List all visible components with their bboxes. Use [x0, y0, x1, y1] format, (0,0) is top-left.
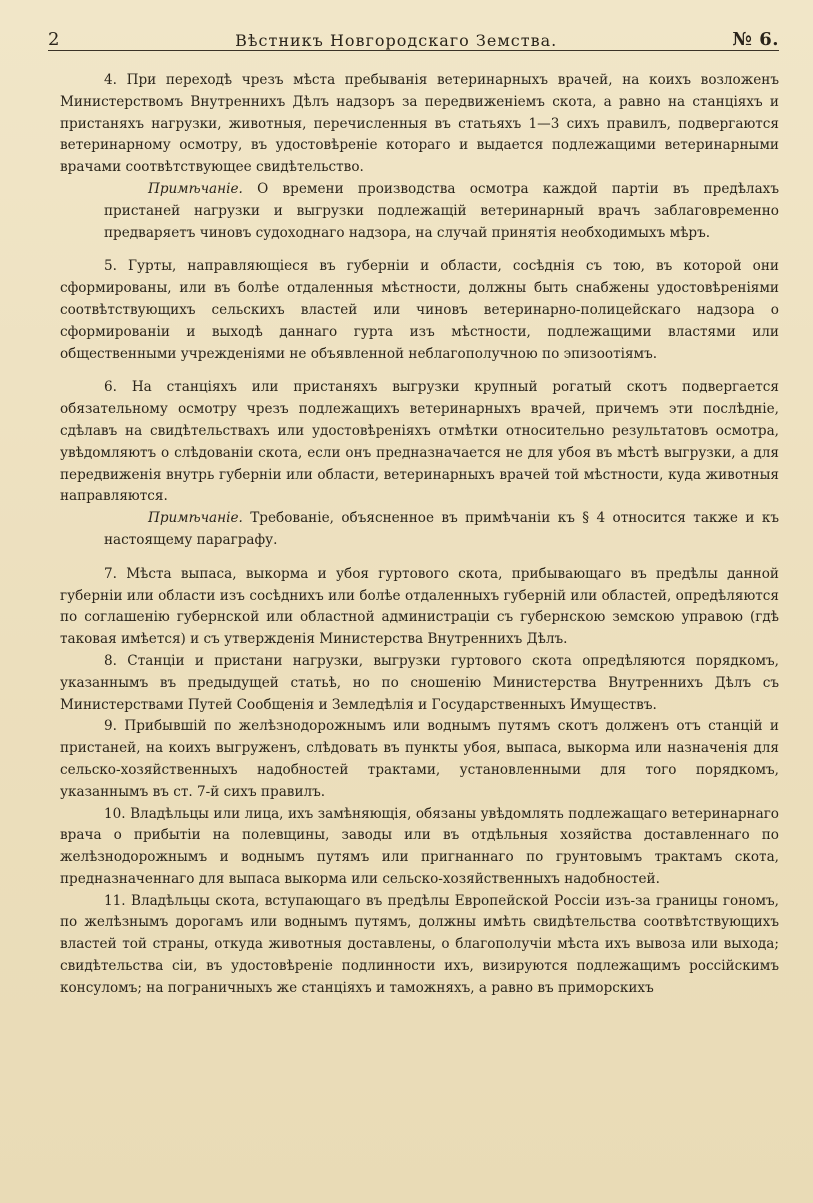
header-rule — [48, 50, 779, 51]
paragraph-5: 5. Гурты, направляющіеся въ губерніи и области, сосѣднія съ тою, въ которой они сформированы, или въ болѣе отдаленныя мѣстности, должны быть снабжены удостовѣреніями соотвѣтствующихъ сельскихъ властей или чиновъ ветеринарно-полицейскаго надзора о сформированіи и выходѣ даннаго гурта изъ мѣстности, подлежащими властями или общественными учрежденіями не объявленной неблагополучною по эпизоотіямъ. — [60, 258, 779, 362]
issue-number: № 6. — [732, 29, 779, 50]
body-text — [60, 70, 779, 1000]
paragraph-9: 9. Прибывшій по желѣзнодорожнымъ или воднымъ путямъ скотъ долженъ отъ станцій и пристаней, на коихъ выгруженъ, слѣдовать въ пункты убоя, выпаса, выкорма или назначенія для сельско-хозяйственныхъ надобностей трактами, установленными для того порядкомъ, указаннымъ въ ст. 7-й сихъ правилъ. — [60, 718, 779, 800]
note-label: Примѣчаніе. — [148, 180, 243, 197]
note-label: Примѣчаніе. — [148, 510, 243, 527]
paragraph-6: 6. На станціяхъ или пристаняхъ выгрузки крупный рогатый скотъ подвергается обязательному осмотру чрезъ подлежащихъ ветеринарныхъ врачей, причемъ эти послѣдніе, сдѣлавъ на свидѣтельствахъ или удостовѣреніяхъ отмѣтки относительно результатовъ осмотра, увѣдомляютъ о слѣдованіи скота, если онъ предназначается не для убоя въ мѣстѣ выгрузки, а для передвиженія внутрь губерніи или области, ветеринарныхъ врачей той мѣстности, куда животныя направляются. — [60, 379, 779, 505]
page-number: 2 — [48, 29, 60, 50]
paragraph-10: 10. Владѣльцы или лица, ихъ замѣняющія, обязаны увѣдомлять подлежащаго ветеринарнаго врача о прибытіи на полевщины, заводы или въ отдѣльныя хозяйства доставленнаго по желѣзнодорожнымъ и воднымъ путямъ или пригнаннаго по грунтовымъ трактамъ скота, предназначеннаго для выпаса выкорма или сельско-хозяйственныхъ надобностей. — [60, 805, 779, 887]
paragraph-8: 8. Станціи и пристани нагрузки, выгрузки гуртового скота опредѣляются порядкомъ, указаннымъ въ предыдущей статьѣ, но по сношенію Министерства Внутреннихъ Дѣлъ съ Министерствами Путей Сообщенія и Земледѣлія и Государственныхъ Имуществъ. — [60, 652, 779, 713]
journal-title: Вѣстникъ Новгородскаго Земства. — [235, 31, 558, 50]
note-4 — [104, 179, 779, 244]
note-text: О времени производства осмотра каждой партіи въ предѣлахъ пристаней нагрузки и выгрузки подлежащій ветеринарный врачъ заблаговременно предваряетъ чиновъ судоходнаго надзора, на случай принятія необходимыхъ мѣръ. — [104, 180, 779, 241]
paragraph-7: 7. Мѣста выпаса, выкорма и убоя гуртового скота, прибывающаго въ предѣлы данной губерніи или области изъ сосѣднихъ или болѣе отдаленныхъ губерній или областей, опредѣляются по соглашенію губернской или областной администраціи съ губернскою земскою управою (гдѣ таковая имѣется) и съ утвержденія Министерства Внутреннихъ Дѣлъ. — [60, 565, 779, 648]
page-header — [48, 20, 779, 50]
paragraph-4: 4. При переходѣ чрезъ мѣста пребыванія ветеринарныхъ врачей, на коихъ возложенъ Министерствомъ Внутреннихъ Дѣлъ надзоръ за передвиженіемъ скота, а равно на станціяхъ и пристаняхъ нагрузки, животныя, перечисленныя въ статьяхъ 1—3 сихъ правилъ, подвергаются ветеринарному осмотру, въ удостовѣреніе котораго и выдается подлежащими ветеринарными врачами соотвѣтствующее свидѣтельство. — [60, 72, 779, 176]
paragraph-11: 11. Владѣльцы скота, вступающаго въ предѣлы Европейской Россіи изъ-за границы гономъ, по желѣзнымъ дорогамъ или воднымъ путямъ, должны имѣть свидѣтельства соотвѣтствующихъ властей той страны, откуда животныя доставлены, о благополучіи мѣста ихъ вывоза или выхода; свидѣтельства сіи, въ удостовѣреніе подлинности ихъ, визируются подлежащимъ россійскимъ консуломъ; на пограничныхъ же станціяхъ и таможняхъ, а равно въ приморскихъ — [60, 892, 779, 996]
note-6 — [104, 508, 779, 552]
note-text: Требованіе, объясненное въ примѣчаніи къ § 4 относится также и къ настоящему параграфу. — [104, 510, 779, 548]
